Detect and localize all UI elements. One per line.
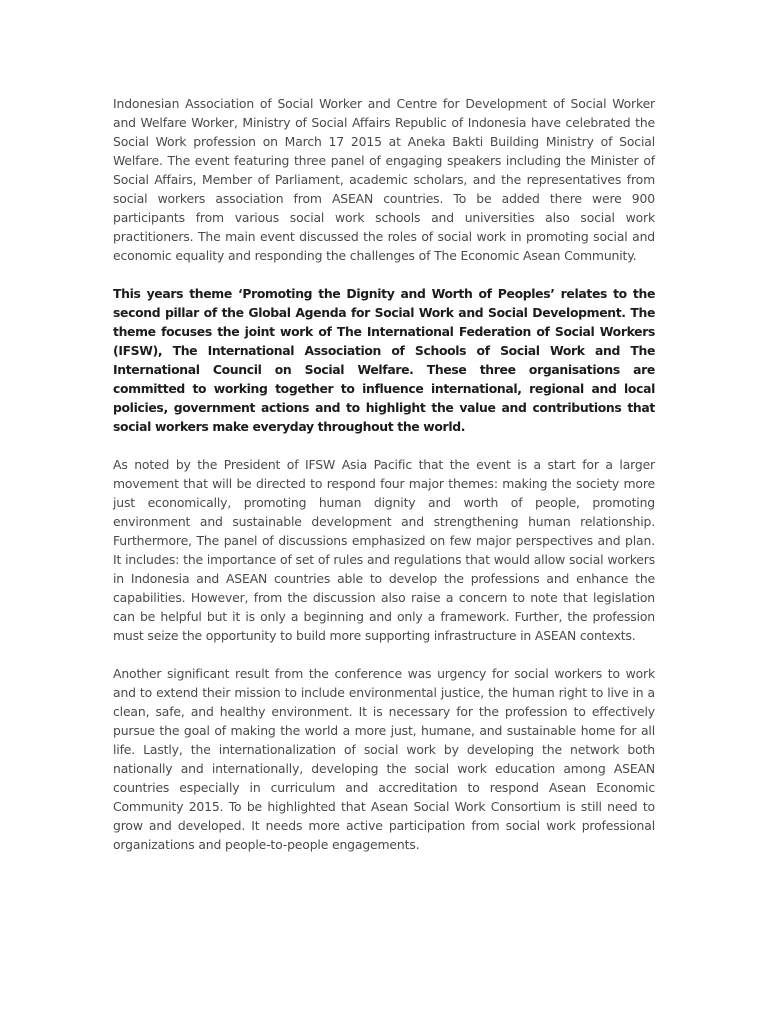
paragraph-conference-results: Another significant result from the conference was urgency for social workers to work and to extend their mission to include environmental justice, the human right to live in a clean, safe, and healthy environment. It is necessary for the profession to effectively pursue the goal of making the world a more just, humane, and sustainable home for all life. Lastly, the internationalization of social work by developing the network both nationally and internationally, developing the social work education among ASEAN countries especially in curriculum and accreditation to respond Asean Economic Community 2015. To be highlighted that Asean Social Work Consortium is still need to grow and developed. It needs more active participation from social work professional organizations and people-to-people engagements. (113, 666, 655, 852)
document-body (113, 94, 655, 873)
paragraph-ifsw-remarks: As noted by the President of IFSW Asia Pacific that the event is a start for a larger movement that will be directed to respond four major themes: making the society more just economically, promoting human dignity and worth of people, promoting environment and sustainable development and strengthening human relationship. Furthermore, The panel of discussions emphasized on few major perspectives and plan. It includes: the importance of set of rules and regulations that would allow social workers in Indonesia and ASEAN countries able to develop the professions and enhance the capabilities. However, from the discussion also raise a concern to note that legislation can be helpful but it is only a beginning and only a framework. Further, the profession must seize the opportunity to build more supporting infrastructure in ASEAN contexts. (113, 457, 655, 643)
paragraph-theme: This years theme ‘Promoting the Dignity and Worth of Peoples’ relates to the second pillar of the Global Agenda for Social Work and Social Development. The theme focuses the joint work of The International Federation of Social Workers (IFSW), The International Association of Schools of Social Work and The International Council on Social Welfare. These three organisations are committed to working together to influence international, regional and local policies, government actions and to highlight the value and contributions that social workers make everyday throughout the world. (113, 286, 655, 434)
paragraph-event-summary: Indonesian Association of Social Worker and Centre for Development of Social Worker and Welfare Worker, Ministry of Social Affairs Republic of Indonesia have celebrated the Social Work profession on March 17 2015 at Aneka Bakti Building Ministry of Social Welfare. The event featuring three panel of engaging speakers including the Minister of Social Affairs, Member of Parliament, academic scholars, and the representatives from social workers association from ASEAN countries. To be added there were 900 participants from various social work schools and universities also social work practitioners. The main event discussed the roles of social work in promoting social and economic equality and responding the challenges of The Economic Asean Community. (113, 96, 655, 263)
